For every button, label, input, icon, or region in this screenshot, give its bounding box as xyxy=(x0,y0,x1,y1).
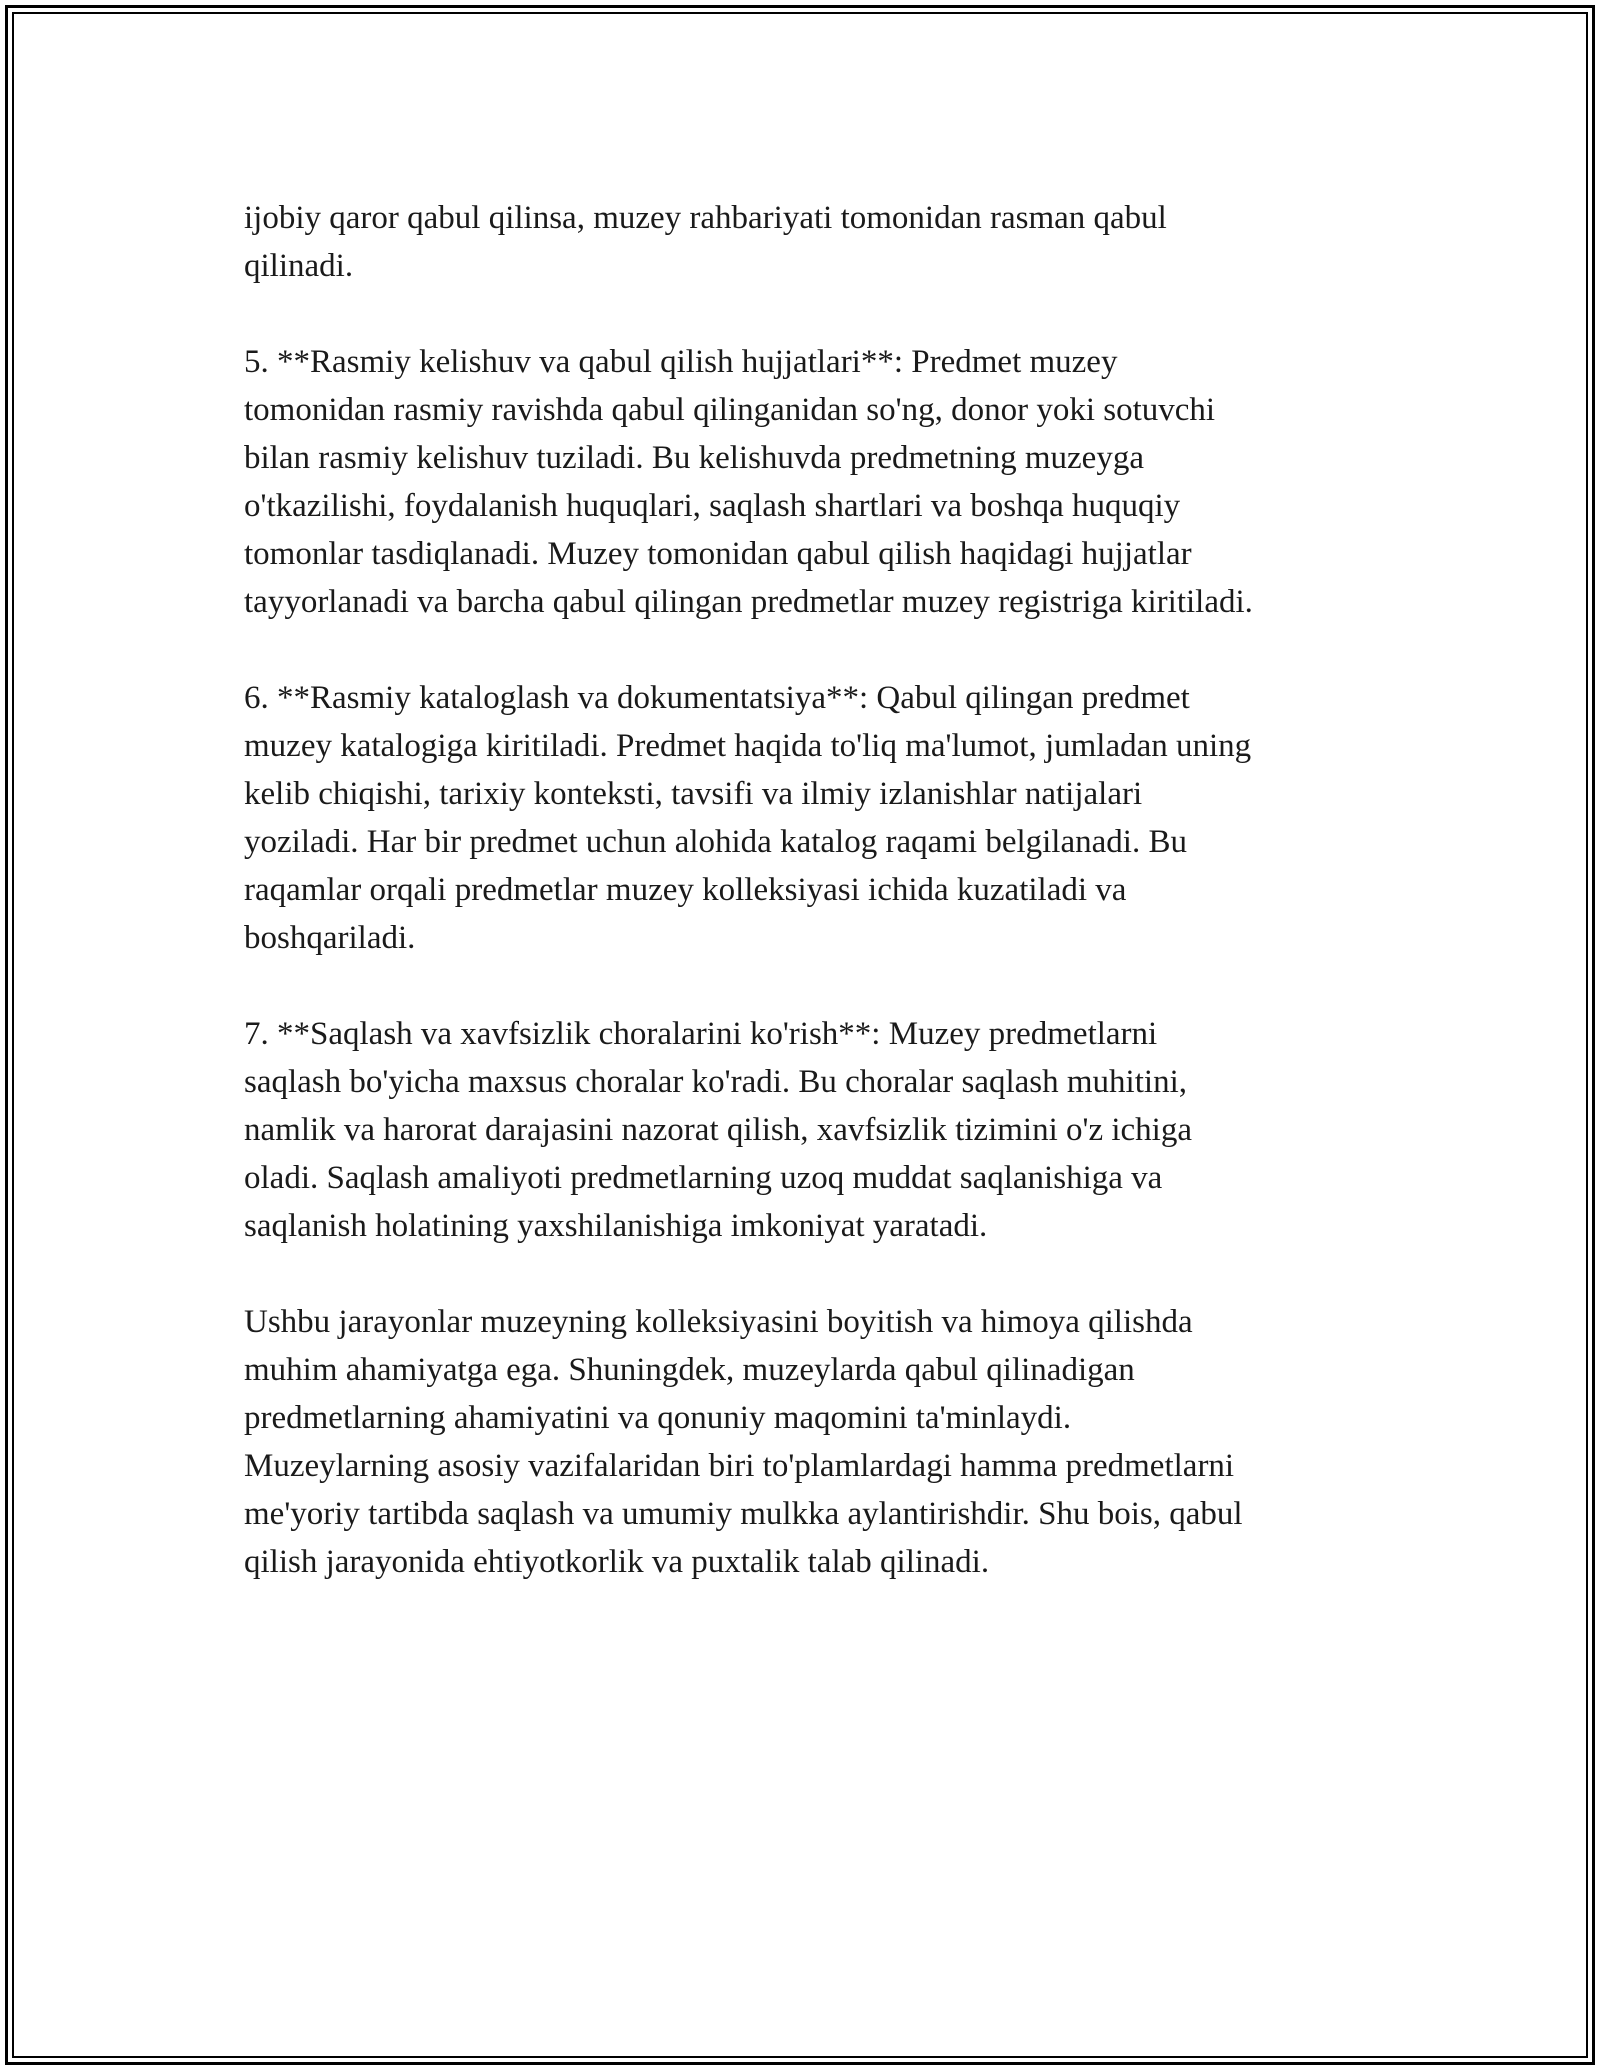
paragraph-conclusion: Ushbu jarayonlar muzeyning kolleksiyasini boyitish va himoya qilishda muhim ahamiyatga ega. Shuningdek, muzeylarda qabul qilinadigan predmetlarning ahamiyatini va qonuniy maqomini ta'minlaydi. Muzeylarning asosiy vazifalaridan biri to'plamlardagi hamma predmetlarni me'yoriy tartibda saqlash va umumiy mulkka aylantirishdir. Shu bois, qabul qilish jarayonida ehtiyotkorlik va puxtalik talab qilinadi. xyxy=(244,1304,1243,1580)
page-content xyxy=(244,194,1374,1634)
paragraph-intro-continuation: ijobiy qaror qabul qilinsa, muzey rahbariyati tomonidan rasman qabul qilinadi. xyxy=(244,200,1167,284)
paragraph-step-5: 5. **Rasmiy kelishuv va qabul qilish hujjatlari**: Predmet muzey tomonidan rasmiy ravishda qabul qilinganidan so'ng, donor yoki sotuvchi bilan rasmiy kelishuv tuziladi. Bu kelishuvda predmetning muzeyga o'tkazilishi, foydalanish huquqlari, saqlash shartlari va boshqa huquqiy tomonlar tasdiqlanadi. Muzey tomonidan qabul qilish haqidagi hujjatlar tayyorlanadi va barcha qabul qilingan predmetlar muzey registriga kiritiladi. xyxy=(244,344,1253,620)
paragraph-step-6: 6. **Rasmiy kataloglash va dokumentatsiya**: Qabul qilingan predmet muzey katalogiga kiritiladi. Predmet haqida to'liq ma'lumot, jumladan uning kelib chiqishi, tarixiy konteksti, tavsifi va ilmiy izlanishlar natijalari yoziladi. Har bir predmet uchun alohida katalog raqami belgilanadi. Bu raqamlar orqali predmetlar muzey kolleksiyasi ichida kuzatiladi va boshqariladi. xyxy=(244,680,1252,956)
page-frame xyxy=(5,5,1595,2065)
paragraph-step-7: 7. **Saqlash va xavfsizlik choralarini ko'rish**: Muzey predmetlarni saqlash bo'yicha maxsus choralar ko'radi. Bu choralar saqlash muhitini, namlik va harorat darajasini nazorat qilish, xavfsizlik tizimini o'z ichiga oladi. Saqlash amaliyoti predmetlarning uzoq muddat saqlanishiga va saqlanish holatining yaxshilanishiga imkoniyat yaratadi. xyxy=(244,1016,1192,1244)
